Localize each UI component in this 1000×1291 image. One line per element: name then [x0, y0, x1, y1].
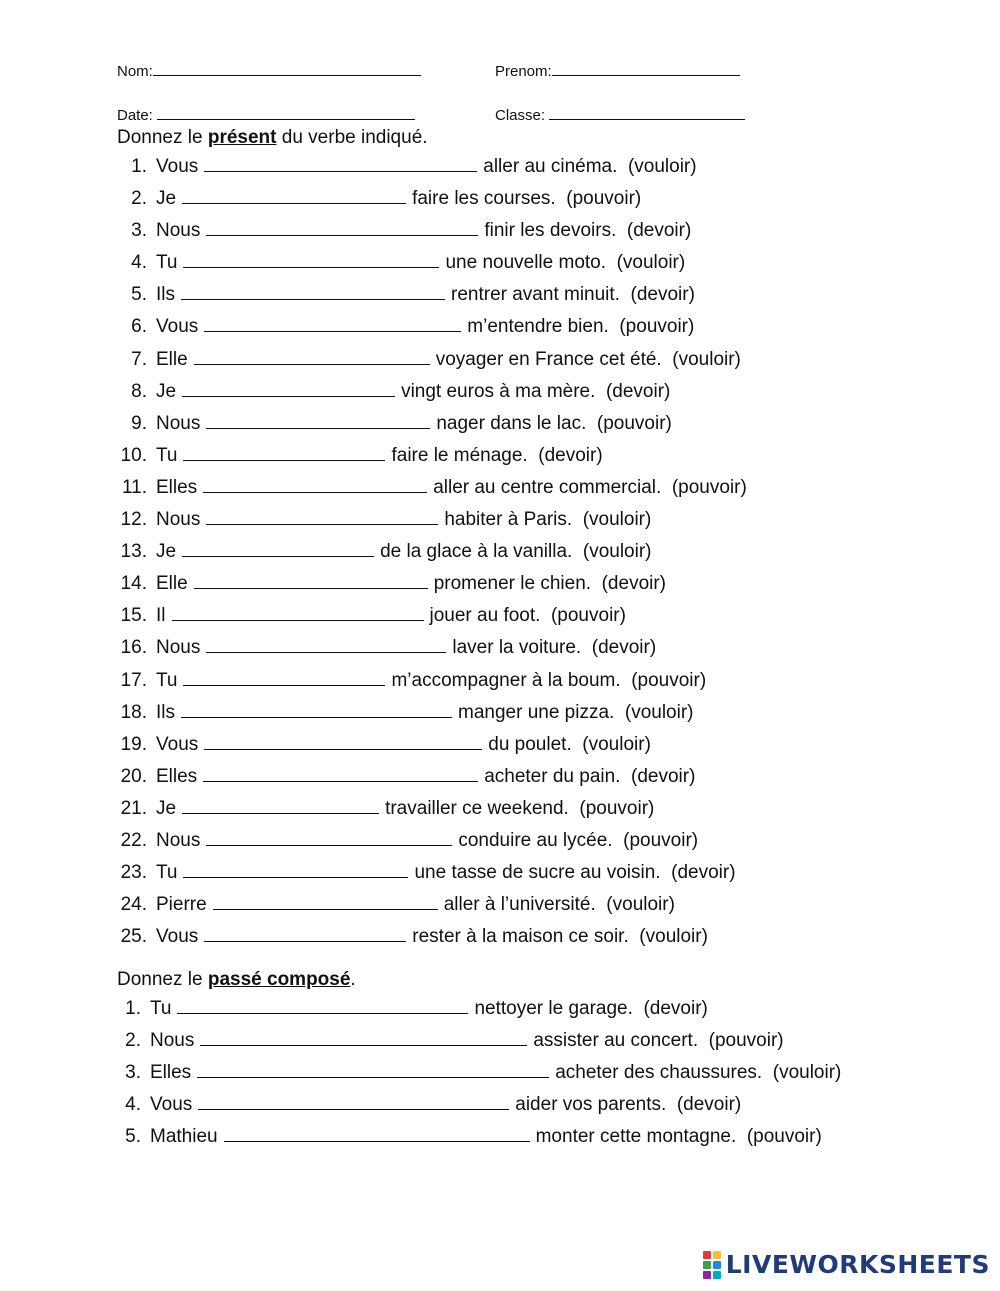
item-prompt: habiter à Paris. (vouloir) — [444, 509, 652, 531]
item-prompt: de la glace à la vanilla. (vouloir) — [380, 541, 652, 563]
item-subject: Tu — [156, 669, 178, 691]
answer-blank[interactable] — [172, 600, 424, 621]
answer-blank[interactable] — [198, 1089, 509, 1110]
item-subject: Mathieu — [150, 1126, 218, 1148]
section1-instruction-pre: Donnez le — [117, 127, 208, 148]
item-number: 13. — [120, 541, 147, 563]
item-number: 1. — [125, 998, 141, 1019]
item-subject: Elle — [156, 573, 188, 595]
logo-square — [713, 1261, 721, 1269]
item-subject: Ils — [156, 284, 175, 306]
exercise-item — [109, 1025, 841, 1057]
nom-label: Nom: — [117, 63, 153, 80]
logo-square — [703, 1271, 711, 1279]
item-number: 2. — [125, 1030, 141, 1052]
item-subject: Ils — [156, 701, 175, 723]
logo-square — [703, 1251, 711, 1259]
answer-blank[interactable] — [206, 504, 438, 525]
exercise-item — [109, 151, 747, 183]
item-number: 9. — [131, 412, 147, 434]
item-prompt: travailler ce weekend. (pouvoir) — [385, 797, 655, 819]
classe-blank[interactable] — [549, 105, 745, 120]
item-number: 17. — [120, 669, 147, 691]
answer-blank[interactable] — [213, 889, 438, 910]
item-subject: Tu — [156, 444, 178, 466]
item-subject: Nous — [156, 637, 201, 659]
exercise-item — [109, 761, 747, 793]
item-prompt: faire les courses. (pouvoir) — [412, 188, 642, 210]
answer-blank[interactable] — [206, 215, 478, 236]
exercise-item — [109, 279, 747, 311]
logo-square — [713, 1271, 721, 1279]
exercise-item — [109, 440, 747, 472]
item-prompt: aller au cinéma. (vouloir) — [483, 156, 697, 177]
exercise-item — [109, 472, 747, 504]
item-number: 10. — [120, 444, 147, 466]
liveworksheets-brand: LIVEWORKSHEETS — [725, 1250, 990, 1279]
item-subject: Je — [156, 541, 177, 563]
nom-field — [117, 61, 421, 80]
item-subject: Nous — [150, 1030, 195, 1052]
section1-instruction-bold: présent — [207, 127, 277, 148]
item-number: 7. — [131, 348, 147, 370]
answer-blank[interactable] — [181, 279, 445, 300]
answer-blank[interactable] — [183, 440, 385, 461]
item-subject: Tu — [150, 998, 172, 1019]
item-subject: Elles — [150, 1062, 192, 1084]
exercise-item — [109, 1121, 841, 1153]
item-subject: Nous — [156, 829, 201, 851]
item-prompt: une tasse de sucre au voisin. (devoir) — [414, 862, 736, 884]
answer-blank[interactable] — [182, 793, 379, 814]
exercise-item — [109, 729, 747, 761]
item-prompt: acheter des chaussures. (vouloir) — [555, 1062, 842, 1084]
exercise-item — [109, 825, 747, 857]
item-prompt: laver la voiture. (devoir) — [452, 637, 657, 659]
item-prompt: aller au centre commercial. (pouvoir) — [433, 476, 747, 498]
answer-blank[interactable] — [204, 921, 406, 942]
item-subject: Pierre — [156, 894, 207, 916]
item-prompt: acheter du pain. (devoir) — [484, 765, 696, 787]
answer-blank[interactable] — [194, 568, 428, 589]
item-number: 4. — [125, 1094, 141, 1116]
item-prompt: assister au concert. (pouvoir) — [533, 1030, 784, 1052]
answer-blank[interactable] — [182, 376, 395, 397]
exercise-item — [109, 536, 747, 568]
item-subject: Elles — [156, 476, 198, 498]
item-number: 2. — [131, 188, 147, 210]
answer-blank[interactable] — [183, 665, 385, 686]
answer-blank[interactable] — [182, 183, 406, 204]
item-subject: Vous — [150, 1094, 193, 1116]
classe-field — [495, 105, 745, 124]
item-subject: Elles — [156, 765, 198, 787]
exercise-item — [109, 600, 747, 632]
item-prompt: faire le ménage. (devoir) — [391, 444, 603, 466]
item-prompt: jouer au foot. (pouvoir) — [429, 605, 626, 627]
section1-instruction-post: du verbe indiqué. — [276, 127, 428, 148]
section1-instruction — [117, 127, 428, 149]
item-prompt: une nouvelle moto. (vouloir) — [445, 252, 686, 274]
date-label: Date: — [117, 107, 153, 124]
answer-blank[interactable] — [181, 697, 452, 718]
present-exercise-list — [109, 151, 747, 953]
liveworksheets-logo — [703, 1250, 990, 1279]
nom-blank[interactable] — [153, 61, 421, 76]
section2-instruction — [117, 969, 356, 991]
answer-blank[interactable] — [206, 632, 446, 653]
item-subject: Je — [156, 797, 177, 819]
item-subject: Nous — [156, 509, 201, 531]
item-prompt: voyager en France cet été. (vouloir) — [435, 348, 741, 370]
answer-blank[interactable] — [204, 311, 461, 332]
section2-instruction-post: . — [350, 969, 356, 990]
exercise-item — [109, 344, 747, 376]
item-prompt: m’entendre bien. (pouvoir) — [467, 316, 695, 338]
item-number: 4. — [131, 252, 147, 274]
item-number: 1. — [131, 156, 147, 177]
item-subject: Vous — [156, 926, 199, 948]
item-number: 25. — [120, 926, 147, 948]
item-number: 23. — [120, 862, 147, 884]
answer-blank[interactable] — [200, 1025, 527, 1046]
answer-blank[interactable] — [203, 761, 478, 782]
exercise-item — [109, 793, 747, 825]
answer-blank[interactable] — [183, 857, 408, 878]
liveworksheets-logo-icon — [703, 1251, 721, 1279]
item-prompt: vingt euros à ma mère. (devoir) — [401, 380, 671, 402]
item-prompt: du poulet. (vouloir) — [488, 733, 651, 755]
answer-blank[interactable] — [194, 344, 430, 365]
exercise-item — [109, 376, 747, 408]
prenom-label: Prenom: — [495, 63, 552, 80]
passe-compose-exercise-list — [109, 993, 841, 1153]
item-prompt: promener le chien. (devoir) — [433, 573, 667, 595]
item-number: 3. — [131, 220, 147, 242]
item-number: 20. — [120, 765, 147, 787]
item-number: 11. — [121, 476, 147, 498]
logo-square — [703, 1261, 711, 1269]
exercise-item — [109, 993, 841, 1025]
item-number: 3. — [125, 1062, 141, 1084]
section2-instruction-pre: Donnez le — [117, 969, 208, 990]
exercise-item — [109, 632, 747, 664]
section2-instruction-bold: passé composé — [207, 969, 351, 990]
item-subject: Tu — [156, 862, 178, 884]
answer-blank[interactable] — [204, 151, 477, 172]
answer-blank[interactable] — [197, 1057, 549, 1078]
item-number: 19. — [120, 733, 147, 755]
answer-blank[interactable] — [183, 247, 439, 268]
item-prompt: rentrer avant minuit. (devoir) — [451, 284, 695, 306]
item-number: 5. — [131, 284, 147, 306]
exercise-item — [109, 1089, 841, 1121]
exercise-item — [109, 311, 747, 343]
exercise-item — [109, 408, 747, 440]
item-subject: Nous — [156, 220, 201, 242]
item-number: 5. — [125, 1126, 141, 1148]
item-prompt: aider vos parents. (devoir) — [515, 1094, 742, 1116]
answer-blank[interactable] — [224, 1121, 530, 1142]
exercise-item — [109, 889, 747, 921]
item-number: 14. — [120, 573, 147, 595]
item-prompt: nager dans le lac. (pouvoir) — [436, 412, 672, 434]
item-subject: Vous — [156, 316, 199, 338]
exercise-item — [109, 183, 747, 215]
item-number: 16. — [120, 637, 147, 659]
item-number: 12. — [120, 509, 147, 531]
answer-blank[interactable] — [177, 993, 468, 1014]
item-subject: Vous — [156, 156, 199, 177]
item-number: 6. — [131, 316, 147, 338]
item-number: 22. — [120, 829, 147, 851]
item-prompt: monter cette montagne. (pouvoir) — [535, 1126, 822, 1148]
item-subject: Vous — [156, 733, 199, 755]
item-number: 21. — [120, 797, 147, 819]
item-prompt: rester à la maison ce soir. (vouloir) — [412, 926, 708, 948]
item-number: 18. — [120, 701, 147, 723]
answer-blank[interactable] — [182, 536, 374, 557]
item-prompt: aller à l’université. (vouloir) — [443, 894, 675, 916]
prenom-field — [495, 61, 740, 80]
answer-blank[interactable] — [206, 825, 452, 846]
item-prompt: nettoyer le garage. (devoir) — [474, 998, 708, 1019]
exercise-item — [109, 247, 747, 279]
item-prompt: finir les devoirs. (devoir) — [484, 220, 692, 242]
item-prompt: manger une pizza. (vouloir) — [458, 701, 694, 723]
exercise-item — [109, 921, 747, 953]
item-subject: Je — [156, 380, 177, 402]
logo-square — [713, 1251, 721, 1259]
date-blank[interactable] — [157, 105, 415, 120]
item-subject: Nous — [156, 412, 201, 434]
exercise-item — [109, 697, 747, 729]
exercise-item — [109, 215, 747, 247]
exercise-item — [109, 504, 747, 536]
classe-label: Classe: — [495, 107, 546, 124]
exercise-item — [109, 857, 747, 889]
exercise-item — [109, 568, 747, 600]
answer-blank[interactable] — [204, 729, 482, 750]
date-field — [117, 105, 415, 124]
prenom-blank[interactable] — [552, 61, 740, 76]
item-number: 24. — [120, 894, 147, 916]
exercise-item — [109, 1057, 841, 1089]
item-subject: Tu — [156, 252, 178, 274]
item-subject: Je — [156, 188, 177, 210]
item-prompt: m’accompagner à la boum. (pouvoir) — [391, 669, 707, 691]
answer-blank[interactable] — [203, 472, 427, 493]
item-number: 8. — [131, 380, 147, 402]
exercise-item — [109, 665, 747, 697]
answer-blank[interactable] — [206, 408, 430, 429]
item-subject: Elle — [156, 348, 188, 370]
item-subject: Il — [156, 605, 166, 627]
item-number: 15. — [120, 605, 147, 627]
item-prompt: conduire au lycée. (pouvoir) — [458, 829, 699, 851]
